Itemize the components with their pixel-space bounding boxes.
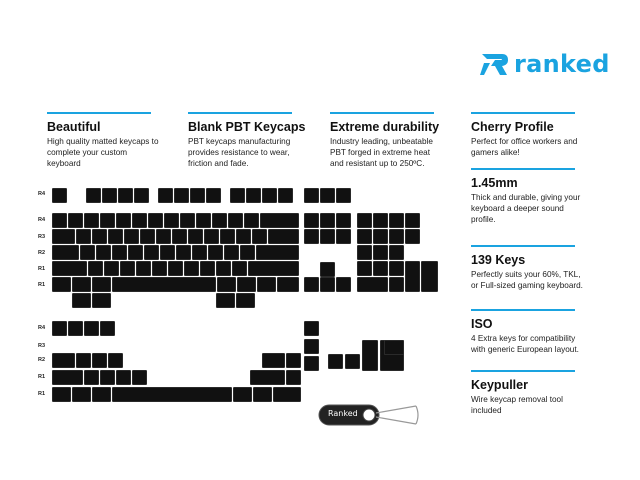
brand-name: ranked xyxy=(514,50,610,78)
accent-bar xyxy=(471,168,575,170)
keycap xyxy=(132,370,147,385)
keycap xyxy=(262,353,285,368)
feature-desc-line: Industry leading, unbeatable xyxy=(330,137,433,146)
keycap xyxy=(244,213,259,228)
keycap xyxy=(373,261,388,276)
accent-bar xyxy=(471,112,575,114)
keycap xyxy=(389,277,404,292)
feature-139-keys xyxy=(471,245,583,291)
keycap xyxy=(286,353,301,368)
feature-title: Blank PBT Keycaps xyxy=(188,120,306,134)
keycap xyxy=(357,261,372,276)
feature-desc xyxy=(471,136,577,158)
keycap xyxy=(421,261,438,292)
feature-desc-line: complete your custom xyxy=(47,148,128,157)
feature-desc xyxy=(330,136,439,169)
keycap xyxy=(160,245,175,260)
keycap xyxy=(120,261,135,276)
feature-blank-pbt xyxy=(188,112,305,169)
keycap xyxy=(190,188,205,203)
brand-logo xyxy=(480,48,610,80)
row-label: R1 xyxy=(38,266,46,272)
accent-bar xyxy=(471,370,575,372)
accent-bar xyxy=(47,112,151,114)
keycap xyxy=(112,387,232,402)
keycap xyxy=(220,229,235,244)
keycap xyxy=(278,188,293,203)
feature-desc-line: PBT forged in extreme heat xyxy=(330,148,430,157)
feature-desc xyxy=(471,269,583,291)
keycap xyxy=(128,245,143,260)
feature-desc-line: profile. xyxy=(471,215,496,224)
keycap xyxy=(148,213,163,228)
keycap xyxy=(256,245,299,260)
keycap xyxy=(192,245,207,260)
keycap xyxy=(92,387,111,402)
keycap xyxy=(152,261,167,276)
accent-bar xyxy=(471,309,575,311)
keycap xyxy=(76,353,91,368)
feature-desc xyxy=(471,192,580,225)
accent-bar xyxy=(471,245,575,247)
keycap xyxy=(405,213,420,228)
keycap xyxy=(168,261,183,276)
feature-title: Keypuller xyxy=(471,378,528,392)
keycap xyxy=(188,229,203,244)
keycap xyxy=(336,229,351,244)
feature-desc-line: provides resistance to wear, xyxy=(188,148,290,157)
keycap xyxy=(92,353,107,368)
row-label: R1 xyxy=(38,282,46,288)
keycap xyxy=(100,213,115,228)
row-label: R4 xyxy=(38,217,46,223)
feature-desc-line: keyboard a deeper sound xyxy=(471,204,564,213)
keycap xyxy=(248,261,299,276)
keycap xyxy=(217,277,236,292)
row-label: R3 xyxy=(38,343,46,349)
keycap xyxy=(405,261,420,292)
keycap xyxy=(52,245,79,260)
keycap xyxy=(132,213,147,228)
keycap xyxy=(206,188,221,203)
keycap xyxy=(52,261,87,276)
keycap xyxy=(246,188,261,203)
feature-desc xyxy=(471,394,575,416)
keycap xyxy=(304,213,319,228)
keycap xyxy=(357,213,372,228)
keycap xyxy=(389,229,404,244)
keycap xyxy=(328,354,343,369)
row-label: R4 xyxy=(38,325,46,331)
keycap xyxy=(273,387,301,402)
feature-desc-line: keyboard xyxy=(47,159,81,168)
keycap xyxy=(373,245,388,260)
keycap xyxy=(92,293,111,308)
keycap xyxy=(204,229,219,244)
keycap xyxy=(116,213,131,228)
keypuller-label: Ranked xyxy=(328,409,358,418)
keycap xyxy=(268,229,299,244)
feature-desc-line: and resistant up to 250ºC. xyxy=(330,159,425,168)
feature-title: Beautiful xyxy=(47,120,101,134)
feature-desc-line: gamers alike! xyxy=(471,148,520,157)
feature-desc-line: PBT keycaps manufacturing xyxy=(188,137,291,146)
feature-desc-line: High quality matted keycaps to xyxy=(47,137,159,146)
keycap xyxy=(389,261,404,276)
keycap xyxy=(172,229,187,244)
keycap xyxy=(286,370,301,385)
row-label: R1 xyxy=(38,374,46,380)
keycap xyxy=(236,293,255,308)
keycap xyxy=(84,321,99,336)
keycap xyxy=(100,370,115,385)
keycap xyxy=(233,387,252,402)
keycap xyxy=(232,261,247,276)
feature-desc xyxy=(47,136,159,169)
keycap xyxy=(228,213,243,228)
feature-title: Extreme durability xyxy=(330,120,440,134)
keycap xyxy=(124,229,139,244)
keycap xyxy=(384,340,404,355)
keycap xyxy=(304,339,319,354)
keycap xyxy=(216,293,235,308)
keycap xyxy=(250,370,285,385)
feature-thickness xyxy=(471,168,580,225)
keycap xyxy=(320,188,335,203)
row-label: R2 xyxy=(38,250,46,256)
row-label: R3 xyxy=(38,234,46,240)
keycap xyxy=(336,213,351,228)
keycap xyxy=(320,213,335,228)
feature-desc-line: Perfectly suits your 60%, TKL, xyxy=(471,270,581,279)
keycap xyxy=(174,188,189,203)
keycap xyxy=(52,188,67,203)
keycap xyxy=(240,245,255,260)
keycap xyxy=(320,229,335,244)
keycap xyxy=(362,340,378,371)
keycap xyxy=(304,277,319,292)
keycap xyxy=(76,229,91,244)
keycap xyxy=(92,229,107,244)
keycap xyxy=(184,261,199,276)
feature-iso xyxy=(471,309,579,355)
keycap xyxy=(52,387,71,402)
keycap xyxy=(136,261,151,276)
feature-desc-line: Wire keycap removal tool xyxy=(471,395,563,404)
keycap xyxy=(112,245,127,260)
keycap xyxy=(52,213,67,228)
keycap xyxy=(68,213,83,228)
keycap xyxy=(52,353,75,368)
keycap xyxy=(140,229,155,244)
keycap xyxy=(260,213,299,228)
keycap xyxy=(158,188,173,203)
keycap xyxy=(253,387,272,402)
feature-desc xyxy=(188,136,305,169)
keycap xyxy=(134,188,149,203)
keycap xyxy=(84,213,99,228)
keycap xyxy=(52,321,67,336)
keycap xyxy=(100,321,115,336)
keycap xyxy=(108,353,123,368)
feature-desc-line: or Full-sized gaming keyboard. xyxy=(471,281,583,290)
feature-title: Cherry Profile xyxy=(471,120,554,134)
keycap xyxy=(357,277,388,292)
keycap xyxy=(118,188,133,203)
row-label: R4 xyxy=(38,191,46,197)
feature-desc-line: included xyxy=(471,406,502,415)
keycap xyxy=(156,229,171,244)
keycap xyxy=(102,188,117,203)
keycap xyxy=(92,277,111,292)
keycap xyxy=(236,229,251,244)
keycap xyxy=(52,229,75,244)
feature-title: ISO xyxy=(471,317,493,331)
feature-beautiful xyxy=(47,112,159,169)
feature-desc-line: 4 Extra keys for compatibility xyxy=(471,334,576,343)
keycap xyxy=(336,277,351,292)
keycap xyxy=(196,213,211,228)
keycap xyxy=(176,245,191,260)
feature-desc-line: with generic European layout. xyxy=(471,345,579,354)
feature-desc xyxy=(471,333,579,355)
keycap xyxy=(237,277,256,292)
keycap xyxy=(116,370,131,385)
feature-keypuller xyxy=(471,370,575,416)
keycap xyxy=(180,213,195,228)
feature-cherry-profile xyxy=(471,112,577,158)
keycap xyxy=(405,229,420,244)
feature-desc-line: friction and fade. xyxy=(188,159,249,168)
feature-title: 139 Keys xyxy=(471,253,526,267)
row-label: R1 xyxy=(38,391,46,397)
keycap xyxy=(88,261,103,276)
accent-bar xyxy=(330,112,434,114)
feature-durability xyxy=(330,112,439,169)
feature-desc-line: Perfect for office workers and xyxy=(471,137,578,146)
keycap xyxy=(252,229,267,244)
keycap xyxy=(304,188,319,203)
keycap xyxy=(96,245,111,260)
keycap xyxy=(357,229,372,244)
feature-title: 1.45mm xyxy=(471,176,518,190)
keycap xyxy=(304,356,319,371)
keycap xyxy=(373,229,388,244)
keycap xyxy=(320,262,335,277)
keycap xyxy=(304,229,319,244)
keycap xyxy=(389,245,404,260)
keycap xyxy=(277,277,299,292)
keycap xyxy=(72,387,91,402)
keycap xyxy=(68,321,83,336)
keycap xyxy=(52,277,71,292)
keycap xyxy=(164,213,179,228)
keycap xyxy=(80,245,95,260)
ranked-r-logo-icon xyxy=(480,51,510,77)
keycap xyxy=(373,213,388,228)
keycap xyxy=(262,188,277,203)
keycap xyxy=(357,245,372,260)
keycap xyxy=(208,245,223,260)
keycap xyxy=(84,370,99,385)
keycap xyxy=(230,188,245,203)
keycap xyxy=(72,293,91,308)
keycap xyxy=(86,188,101,203)
keycap xyxy=(389,213,404,228)
keycap xyxy=(52,370,83,385)
keycap xyxy=(104,261,119,276)
keycap xyxy=(112,277,216,292)
keycap xyxy=(72,277,91,292)
keypuller xyxy=(318,403,420,432)
keycap xyxy=(144,245,159,260)
keycap xyxy=(224,245,239,260)
keycap xyxy=(320,277,335,292)
feature-desc-line: Thick and durable, giving your xyxy=(471,193,581,202)
accent-bar xyxy=(188,112,292,114)
keycap xyxy=(336,188,351,203)
row-label: R2 xyxy=(38,357,46,363)
keycap xyxy=(304,321,319,336)
keycap xyxy=(345,354,360,369)
keycap xyxy=(212,213,227,228)
keycap xyxy=(216,261,231,276)
keycap xyxy=(257,277,276,292)
keycap xyxy=(200,261,215,276)
keycap xyxy=(108,229,123,244)
